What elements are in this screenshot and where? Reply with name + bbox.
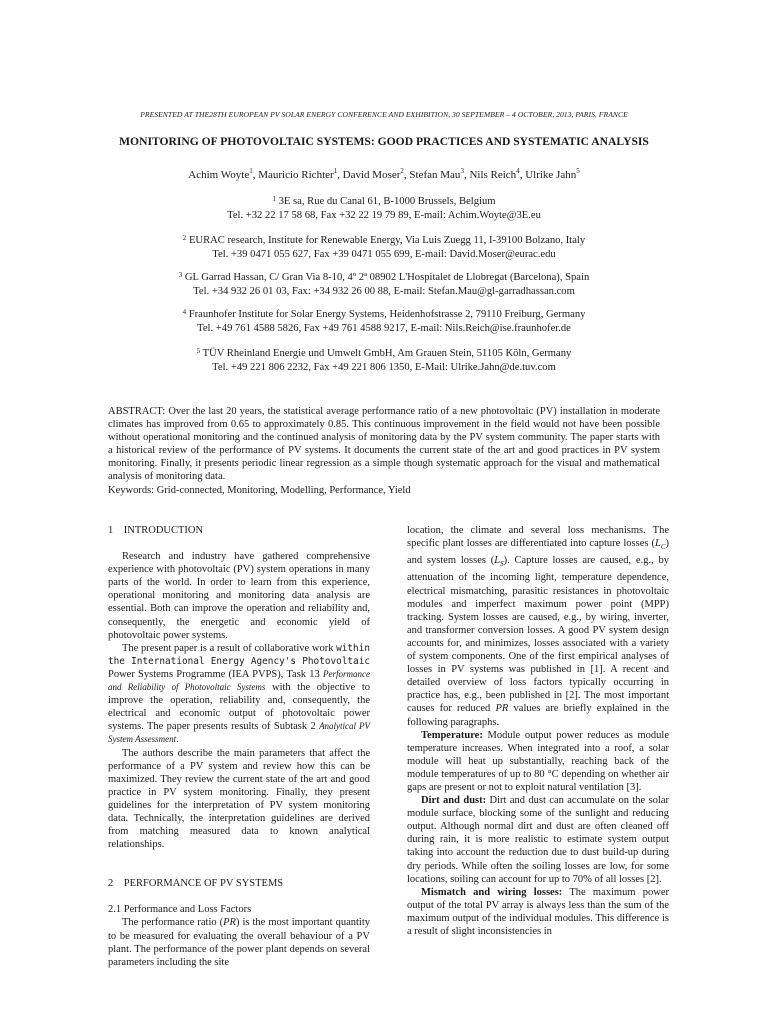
paragraph: The authors describe the main parameters that affect the performance of a PV system and review how this can be maximized. They review the current state of the art and good practice in PV system monitoring. Finally, they present guidelines for the interpretation of PV system monitoring data. Technically, the interpretation guidelines are derived from matching measured data to known analytical relationships. [108,747,370,851]
affiliation-4: $^4$ Fraunhofer Institute for Solar Energy Systems, Heidenhofstrasse 2, 79110 Freiburg, Germany Tel. +49 761 4588 5826, Fax +49 761 4588 9217, E-mail: Nils.Reich@ise.fraunhofer.de [182,308,586,334]
abstract [108,405,660,497]
author: Stefan Mau$^3$, [409,167,470,181]
author: David Moser$^2$, [342,167,410,181]
author: Nils Reich$^4$, [469,167,526,181]
author: Ulrike Jahn$^5$ [525,167,580,181]
abstract-text: ABSTRACT: Over the last 20 years, the statistical average performance ratio of a new photovoltaic (PV) installation in moderate climates has improved from 0.65 to approximately 0.85. This continuous improvement in the field would not have been possible without operational monitoring and the continued analysis of monitoring data by the PV system community. The paper starts with a historical review of the performance of PV systems. It documents the current state of the art and good practices in PV system monitoring. Finally, it presents periodic linear regression as a simple though systematic approach for the visual and mathematical analysis of monitoring data. [108,406,660,483]
paragraph: location, the climate and several loss mechanisms. The specific plant losses are differentiated into capture losses $(L_C)$ and system losses $(L_S)$. Capture losses are caused, e.g., by attenuation of the incoming light, temperature dependence, electrical mismatching, parasitic resistances in photovoltaic modules and imperfect maximum power point (MPP) tracking. System losses are caused, e.g., by wiring, inverter, and transformer conversion losses. A good PV system design accounts for, and minimizes, losses associated with a variety of system components. One of the first empirical analyses of losses in PV systems was published in [1]. A recent and detailed overview of loss factors typically occurring in practice has, e.g., been published in [2]. The most important causes for reduced PR values are briefly explained in the following paragraphs. [407,525,669,728]
author: Achim Woyte$^1$, [188,167,259,181]
affiliation-1: $^1$ 3E sa, Rue du Canal 61, B-1000 Brussels, Belgium Tel. +32 22 17 58 68, Fax +32 22 19 79 89, E-mail: Achim.Woyte@3E.eu [227,195,541,221]
section-heading: 1 INTRODUCTION [108,525,204,536]
paragraph: The performance ratio (PR) is the most important quantity to be measured for evaluating the overall behaviour of a PV plant. The performance of the power plant depends on several parameters including the site [108,917,370,968]
paragraph: Research and industry have gathered comprehensive experience with photovoltaic (PV) system operations in many parts of the world. In order to learn from this experience, operational monitoring and monitoring data analysis are essential. Both can improve the operation and reliability and, consequently, the energetic and economic yield of photovoltaic power systems. [108,551,370,641]
paragraph: Dirt and dust: Dirt and dust can accumulate on the solar module surface, blocking some of the sunlight and reducing output. Although normal dirt and dust are often cleaned off during rain, it is more realistic to estimate system output taking into account the reduction due to dust build-up during dry periods. While often the soiling losses are low, for some locations, soiling can account for up to 70% of all losses [2]. [407,795,669,885]
affiliation-5: $^5$ TÜV Rheinland Energie und Umwelt GmbH, Am Grauen Stein, 51105 Köln, Germany Tel. +49 221 806 2232, Fax +49 221 806 1350, E-Mail: Ulrike.Jahn@de.tuv.com [196,347,572,373]
left-column [108,524,370,969]
subsection-heading: 2.1 Performance and Loss Factors [108,904,252,916]
keywords: Keywords: Grid-connected, Monitoring, Modelling, Performance, Yield [108,484,411,496]
section-heading: 2 PERFORMANCE OF PV SYSTEMS [108,878,284,890]
conference-header: PRESENTED AT THE28TH EUROPEAN PV SOLAR ENERGY CONFERENCE AND EXHIBITION, 30 SEPTEMBER – 4 OCTOBER, 2013, PARIS, FRANCE [140,110,628,119]
paragraph: Temperature: Module output power reduces as module temperature increases. When integrated into a roof, a solar module will heat up substantially, reaching back of the module temperatures of up to 80 °C depending on whether air gaps are present or not to exploit natural ventilation [3]. [407,729,669,793]
paragraph: Mismatch and wiring losses: The maximum power output of the total PV array is always less than the sum of the maximum output of the individual modules. This difference is a result of slight inconsistencies in [407,886,669,937]
affiliation-2: $^2$ EURAC research, Institute for Renewable Energy, Via Luis Zuegg 11, I-39100 Bolzano, Italy Tel. +39 0471 055 627, Fax +39 0471 055 699, E-mail: David.Moser@eurac.edu [182,234,586,260]
author: Mauricio Richter$^1$, [258,167,343,181]
right-column [407,524,669,938]
paper-title: MONITORING OF PHOTOVOLTAIC SYSTEMS: GOOD PRACTICES AND SYSTEMATIC ANALYSIS [119,135,649,148]
paragraph: The present paper is a result of collaborative work within the International Energy Agency's Photovoltaic Power Systems Programme (IEA PVPS), Task 13 Performance and Reliability of Photovoltaic Systems with the objective to improve the operation, reliability and, consequently, the electrical and economic output of photovoltaic power systems. The paper presents results of Subtask 2 Analytical PV System Assessment. [108,642,371,746]
affiliation-3: $^3$ GL Garrad Hassan, C/ Gran Via 8-10, 4º 2ª 08902 L'Hospitalet de Llobregat (Barcelona), Spain Tel. +34 932 26 01 03, Fax: +34 932 26 00 88, E-mail: Stefan.Mau@gl-garradhassan.com [178,271,590,297]
author-list [0,169,768,181]
